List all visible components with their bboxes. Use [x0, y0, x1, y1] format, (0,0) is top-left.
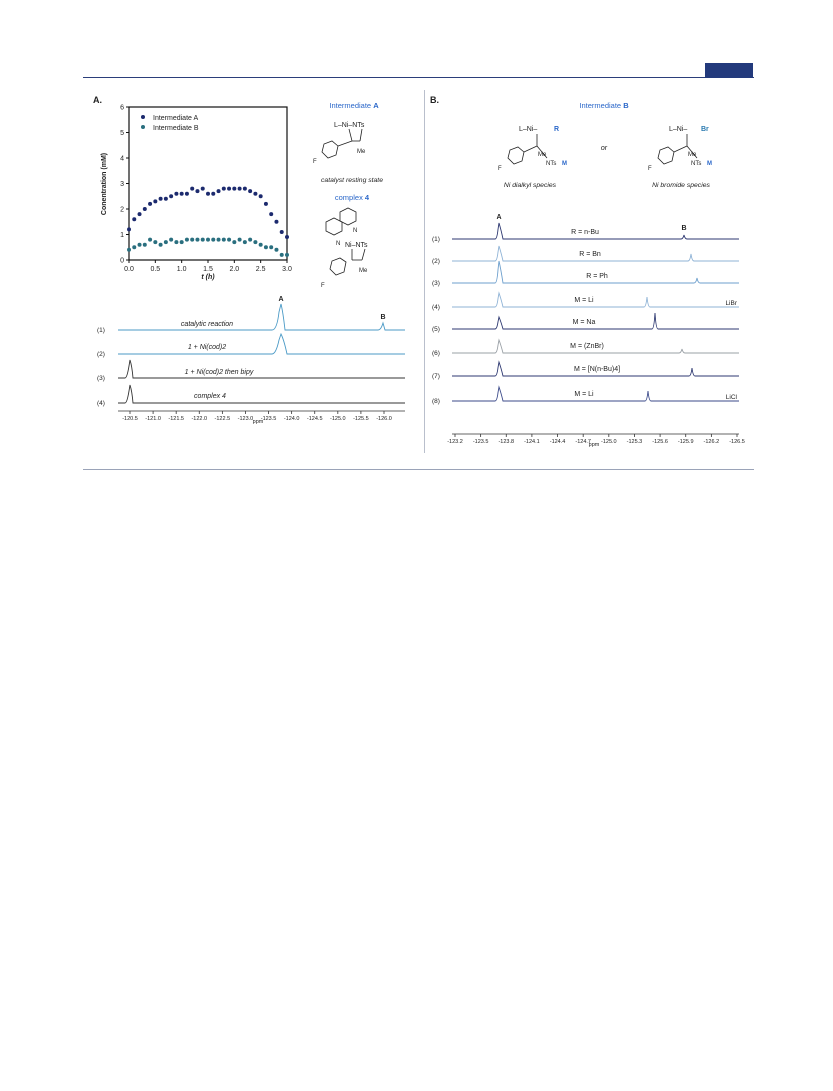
nmr-b-peak-b-label: B — [681, 225, 687, 232]
point-intermediate-b — [217, 238, 221, 242]
point-intermediate-a — [280, 230, 284, 234]
svg-text:L–Ni–NTs: L–Ni–NTs — [334, 122, 365, 129]
panel-a-label: A. — [93, 95, 102, 105]
nmr-b-row-number: (7) — [432, 373, 440, 380]
nmr-b-side-label: LiCl — [725, 394, 737, 401]
axis-tick-label: -125.9 — [677, 439, 694, 445]
y-tick-label: 1 — [120, 232, 124, 239]
axis-tick-label: -124.0 — [283, 416, 300, 422]
point-intermediate-b — [211, 238, 215, 242]
point-intermediate-a — [227, 187, 231, 191]
x-tick-label: 3.0 — [282, 266, 292, 273]
point-intermediate-a — [285, 235, 289, 239]
complex-4-title: complex 4 — [334, 193, 370, 202]
axis-tick-label: -125.6 — [652, 439, 668, 445]
point-intermediate-a — [211, 192, 215, 196]
point-intermediate-b — [174, 240, 178, 244]
y-axis-label: Conentration (mM) — [101, 152, 108, 216]
point-intermediate-b — [132, 245, 136, 249]
axis-tick-label: -122.0 — [191, 416, 208, 422]
intermediate-b-title: Intermediate B — [579, 101, 629, 110]
y-tick-label: 5 — [120, 130, 124, 137]
intermediate-a-block — [313, 101, 383, 289]
axis-tick-label: -123.5 — [260, 416, 277, 422]
point-intermediate-b — [195, 238, 199, 242]
nmr-b-row-number: (5) — [432, 326, 440, 333]
nmr-b-row-number: (4) — [432, 304, 440, 311]
legend-label-b: Intermediate B — [153, 125, 199, 132]
x-tick-label: 2.0 — [229, 266, 240, 273]
point-intermediate-a — [185, 192, 189, 196]
axis-tick-label: -125.0 — [601, 439, 617, 445]
axis-tick-label: -125.0 — [330, 416, 346, 422]
point-intermediate-b — [206, 238, 210, 242]
point-intermediate-a — [206, 192, 210, 196]
point-intermediate-a — [232, 187, 236, 191]
nmr-a-peak-a-label: A — [278, 296, 284, 303]
nmr-b-trace — [452, 293, 739, 307]
point-intermediate-a — [264, 202, 268, 206]
point-intermediate-b — [185, 238, 189, 242]
svg-text:Me: Me — [538, 152, 547, 158]
nmr-a-trace-3 — [118, 360, 405, 378]
point-intermediate-b — [253, 240, 257, 244]
intermediate-a-title: Intermediate A — [329, 101, 379, 110]
nmr-b-trace-label: M = Li — [574, 391, 594, 398]
axis-tick-label: -123.0 — [237, 416, 254, 422]
axis-tick-label: -121.0 — [145, 416, 161, 422]
point-intermediate-a — [238, 187, 242, 191]
ni-dialkyl-structure — [498, 126, 567, 172]
point-intermediate-a — [159, 197, 163, 201]
species-right-label: Ni bromide species — [652, 182, 710, 189]
nmr-a-row-number: (4) — [97, 400, 105, 407]
axis-tick-label: -124.7 — [575, 439, 591, 445]
point-intermediate-a — [132, 217, 136, 221]
svg-text:Me: Me — [359, 268, 368, 274]
nmr-spectra-a — [97, 296, 405, 425]
axis-tick-label: -123.2 — [447, 439, 463, 445]
nmr-b-trace-label: M = [N(n-Bu)4] — [573, 366, 621, 373]
axis-tick-label: -125.3 — [626, 439, 643, 445]
nmr-b-row-number: (6) — [432, 350, 440, 357]
y-tick-label: 4 — [120, 155, 124, 163]
nmr-a-trace-4 — [118, 385, 405, 403]
svg-text:F: F — [498, 166, 502, 172]
axis-tick-label: -124.1 — [524, 439, 540, 445]
svg-text:F: F — [648, 166, 652, 172]
x-axis-label: t (h) — [201, 274, 215, 281]
nmr-a-trace-1 — [118, 304, 405, 330]
svg-text:Br: Br — [701, 126, 709, 133]
point-intermediate-b — [238, 238, 242, 242]
species-left-label: Ni dialkyl species — [503, 182, 557, 189]
x-tick-label: 0.0 — [124, 266, 134, 273]
nmr-b-trace — [452, 313, 739, 329]
legend-marker-a — [141, 115, 145, 119]
svg-text:Me: Me — [357, 149, 366, 155]
point-intermediate-b — [190, 238, 194, 242]
intermediate-a-structure — [313, 122, 366, 165]
point-intermediate-b — [164, 240, 168, 244]
point-intermediate-a — [164, 197, 168, 201]
point-intermediate-a — [253, 192, 257, 196]
or-text: or — [600, 145, 608, 152]
point-intermediate-b — [180, 240, 184, 244]
x-tick-label: 2.5 — [255, 266, 266, 273]
axis-tick-label: -122.5 — [214, 416, 231, 422]
concentration-chart — [101, 105, 292, 282]
nmr-b-row-number: (8) — [432, 398, 440, 405]
nmr-a-trace-label: 1 + Ni(cod)2 then bipy — [184, 369, 254, 376]
axis-tick-label: -126.0 — [376, 416, 392, 422]
svg-text:L–Ni–: L–Ni– — [669, 126, 688, 133]
point-intermediate-b — [243, 240, 247, 244]
point-intermediate-b — [222, 238, 226, 242]
axis-tick-label: -121.5 — [168, 416, 184, 422]
svg-text:N: N — [336, 241, 341, 247]
point-intermediate-a — [259, 194, 263, 198]
point-intermediate-a — [138, 212, 142, 216]
complex-4-structure — [321, 208, 368, 289]
y-tick-label: 6 — [120, 104, 124, 112]
axis-tick-label: -123.5 — [472, 439, 489, 445]
point-intermediate-b — [280, 253, 284, 257]
y-tick-label: 2 — [120, 206, 124, 214]
point-intermediate-a — [248, 189, 252, 193]
nmr-a-trace-label: 1 + Ni(cod)2 — [187, 344, 227, 351]
ni-bromide-structure — [648, 126, 712, 172]
legend-label-a: Intermediate A — [153, 115, 199, 122]
point-intermediate-b — [138, 243, 142, 247]
svg-text:F: F — [321, 283, 325, 289]
point-intermediate-b — [201, 238, 205, 242]
point-intermediate-a — [148, 202, 152, 206]
point-intermediate-a — [274, 220, 278, 224]
svg-text:M: M — [707, 161, 712, 167]
nmr-b-trace-label: R = n-Bu — [571, 229, 599, 236]
point-intermediate-b — [153, 240, 157, 244]
x-axis — [124, 260, 292, 273]
svg-text:L–Ni–: L–Ni– — [519, 126, 538, 133]
nmr-b-axis-unit: ppm — [588, 442, 600, 448]
x-tick-label: 0.5 — [150, 266, 161, 273]
point-intermediate-a — [195, 189, 199, 193]
axis-tick-label: -123.8 — [498, 439, 515, 445]
nmr-a-trace-label: catalytic reaction — [180, 321, 234, 328]
nmr-spectra-b — [432, 214, 745, 448]
svg-text:F: F — [313, 159, 317, 165]
y-tick-label: 0 — [120, 257, 124, 265]
nmr-b-trace — [452, 387, 739, 401]
resting-state-label: catalyst resting state — [321, 177, 383, 184]
point-intermediate-a — [127, 227, 131, 231]
svg-text:R: R — [554, 126, 560, 133]
nmr-a-axis-unit: ppm — [252, 419, 264, 425]
axis-tick-label: -124.5 — [306, 416, 323, 422]
point-intermediate-b — [143, 243, 147, 247]
nmr-a-trace-2 — [118, 334, 405, 354]
point-intermediate-a — [180, 192, 184, 196]
point-intermediate-b — [285, 253, 289, 257]
point-intermediate-a — [143, 207, 147, 211]
point-intermediate-b — [264, 245, 268, 249]
panel-b-label: B. — [430, 95, 439, 105]
nmr-b-row-number: (3) — [432, 280, 440, 287]
nmr-b-trace-label: R = Ph — [586, 273, 608, 280]
nmr-b-trace-label: M = (ZnBr) — [570, 343, 604, 350]
nmr-a-row-number: (1) — [97, 327, 105, 334]
point-intermediate-b — [248, 238, 252, 242]
point-intermediate-b — [269, 245, 273, 249]
point-intermediate-a — [174, 192, 178, 196]
point-intermediate-b — [159, 243, 163, 247]
x-tick-label: 1.0 — [176, 266, 187, 273]
point-intermediate-b — [169, 238, 173, 242]
point-intermediate-b — [127, 248, 131, 252]
nmr-b-trace-label: M = Li — [574, 297, 594, 304]
point-intermediate-a — [222, 187, 226, 191]
axis-tick-label: -120.5 — [122, 416, 138, 422]
nmr-a-row-number: (2) — [97, 351, 105, 358]
nmr-a-trace-label: complex 4 — [194, 393, 226, 400]
nmr-b-peak-a-label: A — [496, 214, 502, 221]
axis-tick-label: -124.4 — [549, 439, 566, 445]
nmr-b-trace-label: R = Bn — [579, 251, 601, 258]
nmr-b-side-label: LiBr — [725, 300, 737, 307]
point-intermediate-a — [153, 199, 157, 203]
nmr-b-trace-label: M = Na — [572, 319, 596, 326]
point-intermediate-a — [201, 187, 205, 191]
y-tick-label: 3 — [120, 181, 124, 188]
point-intermediate-a — [269, 212, 273, 216]
point-intermediate-a — [169, 194, 173, 198]
svg-text:N: N — [353, 228, 358, 234]
point-intermediate-b — [227, 238, 231, 242]
point-intermediate-a — [243, 187, 247, 191]
point-intermediate-b — [148, 238, 152, 242]
svg-text:Ni–NTs: Ni–NTs — [345, 242, 368, 249]
nmr-a-peak-b-label: B — [380, 314, 386, 321]
x-tick-label: 1.5 — [203, 266, 213, 273]
svg-text:NTs: NTs — [546, 161, 557, 167]
point-intermediate-a — [217, 189, 221, 193]
axis-tick-label: -126.2 — [703, 439, 720, 445]
chart-points — [127, 187, 289, 257]
point-intermediate-b — [259, 243, 263, 247]
y-axis — [120, 105, 129, 265]
point-intermediate-a — [190, 187, 194, 191]
svg-text:Me: Me — [688, 152, 697, 158]
nmr-b-row-number: (2) — [432, 258, 440, 265]
point-intermediate-b — [232, 240, 236, 244]
svg-text:M: M — [562, 161, 567, 167]
point-intermediate-b — [274, 248, 278, 252]
axis-tick-label: -126.5 — [729, 439, 745, 445]
svg-text:NTs: NTs — [691, 161, 702, 167]
axis-tick-label: -125.5 — [353, 416, 369, 422]
nmr-a-row-number: (3) — [97, 375, 105, 382]
legend-marker-b — [141, 125, 145, 129]
nmr-b-row-number: (1) — [432, 236, 440, 243]
